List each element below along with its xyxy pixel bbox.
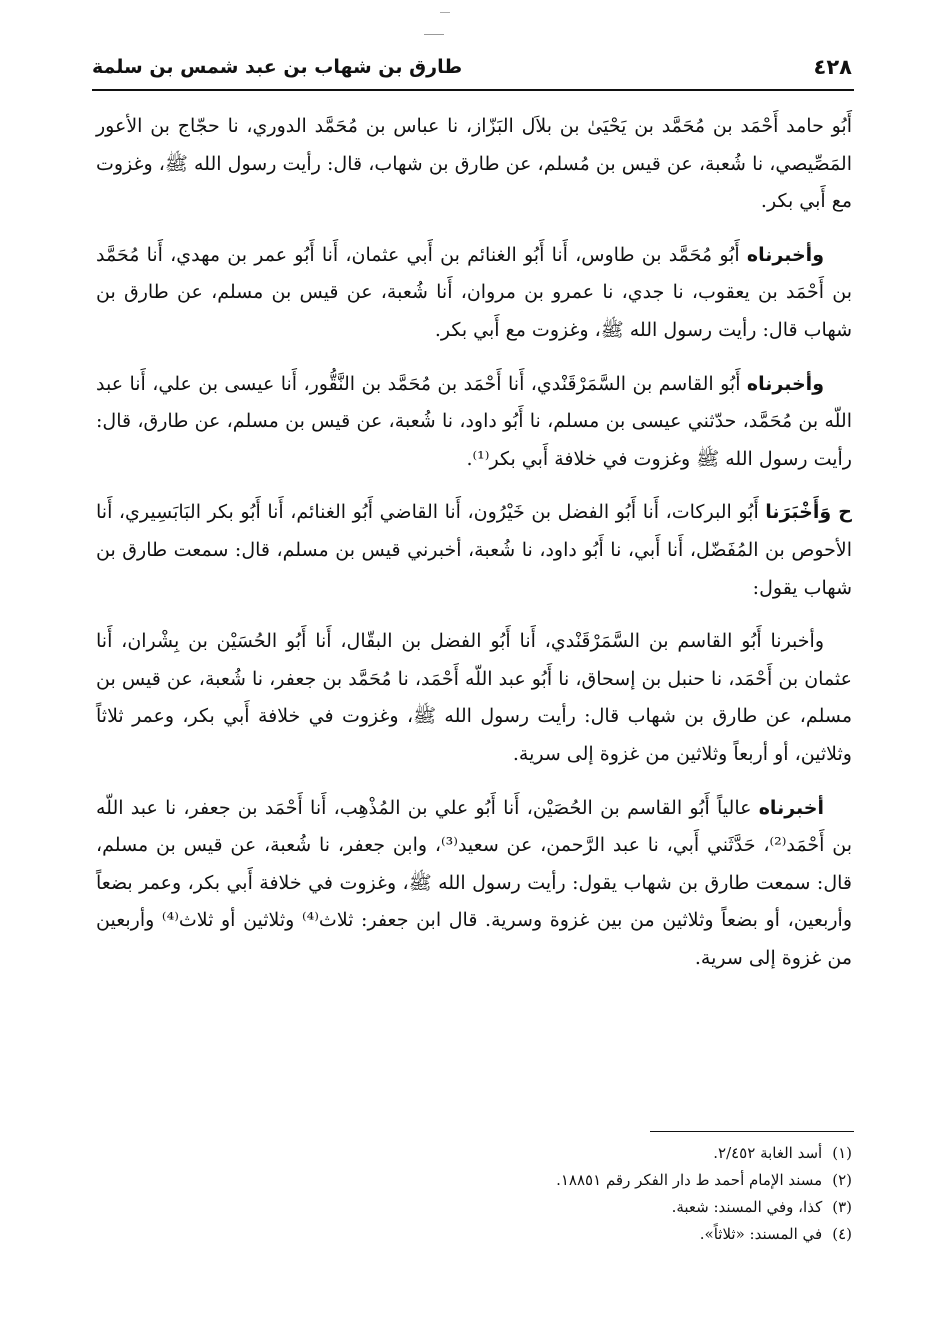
paragraph-lead: وأخبرناه (746, 372, 824, 395)
paragraph-text: وأخبرنا أَبُو القاسم بن السَّمَرْقَنْدي، أَنا أَبُو الفضل بن البقّال، أَنا أَبُو الحُسَيْن بن بِشْران، أَنا عثمان بن أَحْمَد، نا حنبل بن إسحاق، نا أَبُو عبد اللّه أَحْمَد، نا مُحَمَّد بن جعفر، نا شُعبة، عن قيس بن مسلم، عن طارق بن شهاب قال: رأيت رسول الله ﷺ، وغزوت في خلافة أَبي بكر، وعمر ثلاثاً وثلاثين، أو أربعاً وثلاثين من غزوة إلى سرية. (96, 630, 852, 765)
paragraph-lead: وأخبرناه (746, 243, 824, 266)
paragraph-3 (96, 366, 852, 479)
footnote-number: (٣) (832, 1198, 852, 1216)
footnote-item (200, 1194, 852, 1221)
page-number: ٤٢٨ (813, 55, 852, 79)
paragraph-6 (96, 790, 852, 978)
running-title: طارق بن شهاب بن عبد شمس بن سلمة (92, 56, 463, 78)
paragraph-lead: ح وَأَخْبَرَنا (765, 501, 852, 524)
footnote-number: (٢) (832, 1171, 852, 1189)
footnote-text: أسد الغابة ٢/٤٥٢. (713, 1144, 823, 1162)
paragraph-5 (96, 623, 852, 773)
paragraph-4 (96, 494, 852, 607)
paragraph-text: عالياً أَبُو القاسم بن الحُصَيْن، أَنا أَبُو علي بن المُذْهِب، أَنا أَحْمَد بن جعفر، نا عبد اللّه بن أَحْمَد⁽²⁾، حَدَّثَني أَبي، نا عبد الرَّحمن، عن سعيد⁽³⁾، وابن جعفر، نا شُعبة، عن قيس بن مسلم، قال: سمعت طارق بن شهاب يقول: رأيت رسول الله ﷺ، وغزوت في خلافة أَبي بكر، وعمر بضعاً وأربعين، أو بضعاً وثلاثين من بين غزوة وسرية. قال ابن جعفر: ثلاث⁽⁴⁾ وثلاثين أو ثلاث⁽⁴⁾ وأربعين من غزوة إلى سرية. (96, 796, 852, 969)
paragraph-text: أَبُو حامد أَحْمَد بن مُحَمَّد بن يَحْيَىٰ بن بلاَل البَزّاز، نا عباس بن مُحَمَّد الدوري، نا حجّاج بن الأعور المَصِّيصي، نا شُعبة، عن قيس بن مُسلم، عن طارق بن شهاب، قال: رأيت رسول الله ﷺ، وغزوت مع أَبي بكر. (96, 115, 852, 213)
footnote-text: كذا، وفي المسند: شعبة. (671, 1198, 823, 1216)
footnotes (200, 1140, 852, 1248)
main-text (96, 108, 852, 993)
footnote-rule (650, 1131, 854, 1132)
paragraph-lead: أخبرناه (758, 796, 824, 819)
header-rule (92, 89, 854, 91)
footnote-text: مسند الإمام أحمد ط دار الفكر رقم ١٨٨٥١. (556, 1171, 823, 1189)
paragraph-text: أَبُو القاسم بن السَّمَرْقَنْدي، أَنا أَحْمَد بن مُحَمَّد بن النَّقُّور، أَنا عيسى بن علي، أَنا عبد اللّه بن مُحَمَّد، حدّثني عيسى بن مسلم، نا أَبُو داود، نا شُعبة، عن قيس بن مسلم، عن طارق، قال: رأيت رسول الله ﷺ وغزوت في خلافة أَبي بكر⁽¹⁾. (96, 372, 852, 470)
scan-artifact (424, 34, 444, 35)
footnote-text: في المسند: «ثلاثاً». (699, 1225, 823, 1243)
paragraph-2 (96, 237, 852, 350)
page-header (92, 52, 852, 88)
paragraph-text: أَبُو مُحَمَّد بن طاوس، أَنا أَبُو الغنائم بن أَبي عثمان، أَنا أَبُو عمر بن مهدي، أَنا مُحَمَّد بن أَحْمَد بن يعقوب، نا جدي، نا عمرو بن مروان، أَنا شُعبة، عن قيس بن مسلم، عن طارق بن شهاب قال: رأيت رسول الله ﷺ، وغزوت مع أَبي بكر. (96, 243, 852, 341)
footnote-item (200, 1167, 852, 1194)
paragraph-1 (96, 108, 852, 221)
paragraph-text: أَبُو البركات، أَنا أَبُو الفضل بن خَيْرُون، أَنا القاضي أَبُو الغنائم، أَنا أَبُو بكر البَابَسِيري، أَنا الأحوص بن المُفَضّل، أَنا أَبي، نا أَبُو داود، نا شُعبة، أخبرني قيس بن مسلم، قال: سمعت طارق بن شهاب يقول: (96, 501, 852, 599)
footnote-item (200, 1221, 852, 1248)
footnote-number: (٤) (832, 1225, 852, 1243)
footnote-number: (١) (832, 1144, 852, 1162)
scan-artifact (440, 12, 450, 13)
footnote-item (200, 1140, 852, 1167)
